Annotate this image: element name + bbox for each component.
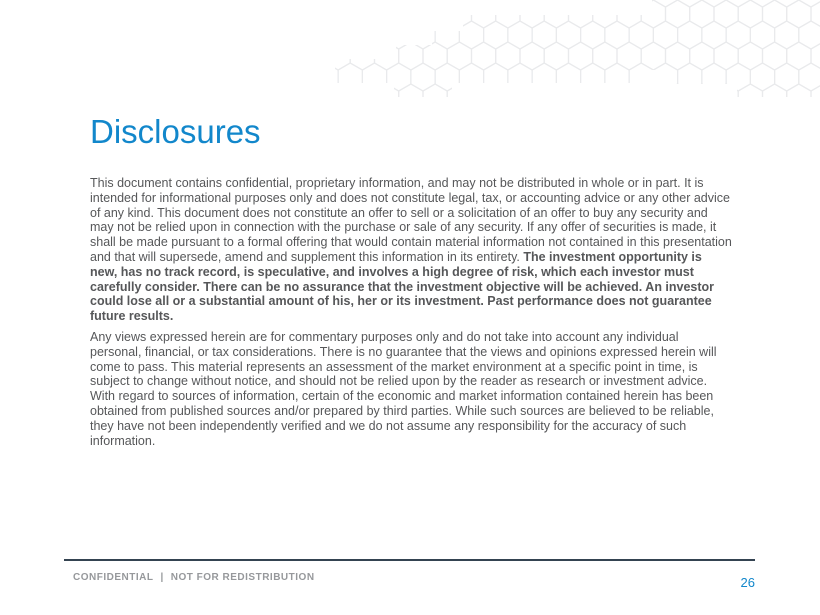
page-number: 26 [740,575,755,590]
footer-divider-rule [64,559,755,561]
disclosure-body [90,176,732,448]
page-title: Disclosures [90,113,261,150]
disclosure-paragraph-1 [90,176,732,324]
paragraph-1-normal-text: This document contains confidential, proprietary information, and may not be distributed in whole or in part. It is intended for informational purposes only and does not constitute legal, tax, or accounting advice or any other advice of any kind. This document does not constitute an offer to sell or a solicitation of an offer to buy any security and may not be relied upon in connection with the purchase or sale of any security. If any offer of securities is made, it shall be made pursuant to a formal offering that would contain material information not contained in this presentation and that will supersede, amend and supplement this information in its entirety. [90,176,732,264]
footer-confidentiality-notice [73,572,315,583]
disclosure-paragraph-2: Any views expressed herein are for commentary purposes only and do not take into account any individual personal, financial, or tax considerations. There is no guarantee that the views and opinions expressed herein will come to pass. This material represents an assessment of the market environment at a specific point in time, is subject to change without notice, and should not be relied upon by the reader as research or investment advice. With regard to sources of information, certain of the economic and market information contained herein has been obtained from published sources and/or prepared by third parties. While such sources are believed to be reliable, they have not been independently verified and we do not assume any responsibility for the accuracy of such information. [90,329,717,448]
confidential-label: CONFIDENTIAL [73,572,154,583]
footer-separator: | [160,572,164,583]
redistribution-label: NOT FOR REDISTRIBUTION [170,572,315,583]
hexagon-pattern-decoration [0,0,820,112]
paragraph-1-bold-text: The investment opportunity is new, has no track record, is speculative, and involves a high degree of risk, which each investor must carefully consider. There can be no assurance that the investment objective will be achieved. An investor could lose all or a substantial amount of his, her or its investment. Past performance does not guarantee future results. [90,249,715,324]
